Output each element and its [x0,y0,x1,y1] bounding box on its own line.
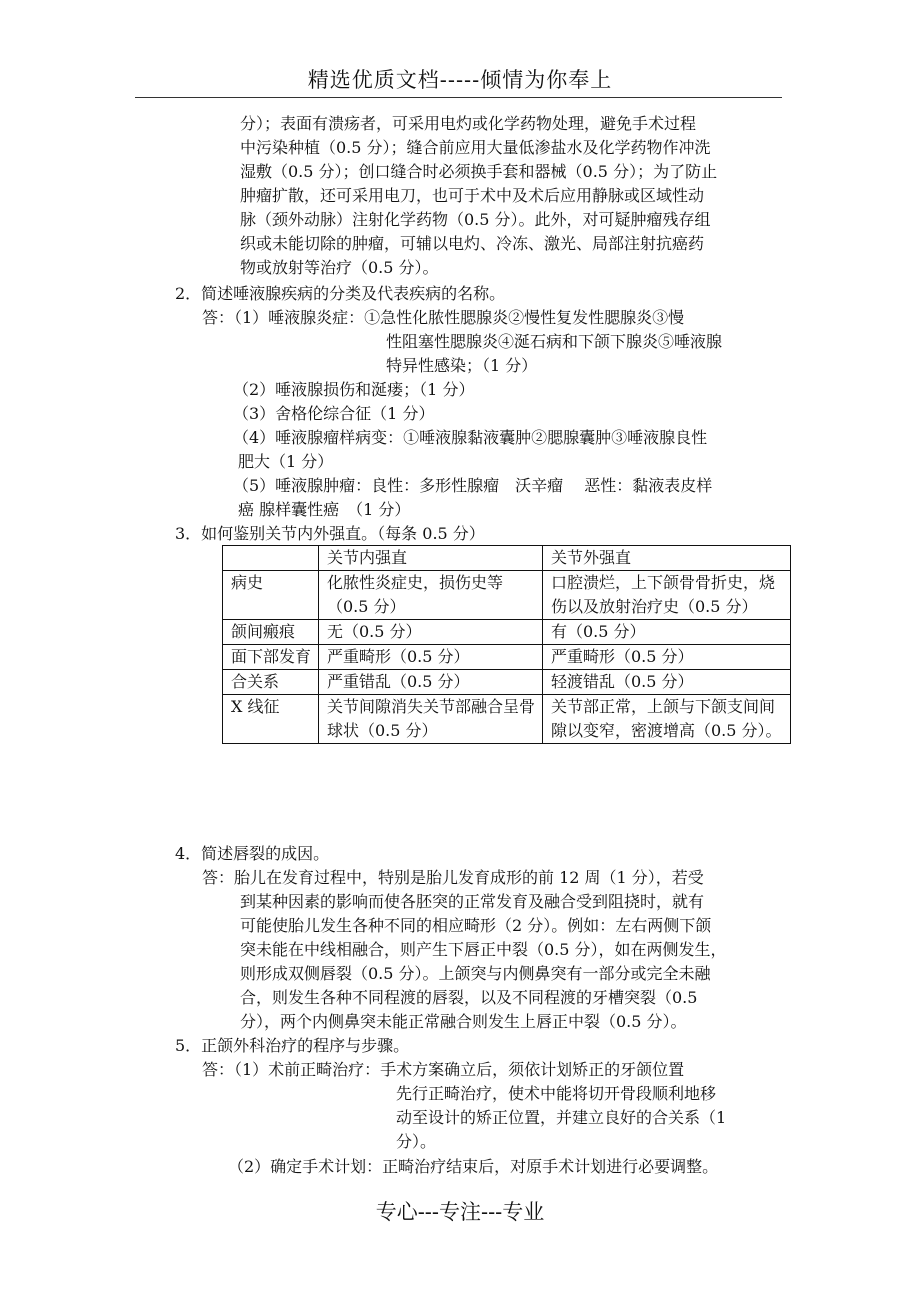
table-row [223,695,791,744]
q2-answer-item-5-cont: 癌 腺样囊性癌 （1 分） [238,500,411,519]
continued-answer-line: 湿敷（0.5 分）；创口缝合时必须换手套和器械（0.5 分）；为了防止 [240,162,718,181]
question-4: 4．简述唇裂的成因。 [175,844,330,863]
q5-answer-item-2: （2）确定手术计划：正畸治疗结束后，对原手术计划进行必要调整。 [228,1157,719,1176]
page-footer: 专心---专注---专业 [375,1200,545,1224]
table-cell: 无（0.5 分） [319,620,543,645]
table-cell: X 线征 [223,695,319,744]
comparison-table [222,545,791,744]
page-header: 精选优质文档-----倾情为你奉上 [307,68,613,92]
table-row [223,645,791,670]
continued-answer-line: 分）；表面有溃疡者，可采用电灼或化学药物处理，避免手术过程 [240,114,697,133]
q5-answer-item-1-cont: 动至设计的矫正位置，并建立良好的合关系（1 [396,1108,727,1127]
q4-answer-line: 则形成双侧唇裂（0.5 分）。上颌突与内侧鼻突有一部分或完全未融 [240,964,711,983]
continued-answer-line: 物或放射等治疗（0.5 分）。 [240,258,439,277]
table-cell: 关节部正常，上颌与下颌支间间隙以变窄，密渡增高（0.5 分）。 [543,695,791,744]
table-cell: 有（0.5 分） [543,620,791,645]
table-row [223,620,791,645]
continued-answer-line: 中污染种植（0.5 分）；缝合前应用大量低渗盐水及化学药物作冲洗 [240,138,711,157]
table-header-cell [223,546,319,571]
table-cell: 严重错乱（0.5 分） [319,670,543,695]
table-cell: 轻渡错乱（0.5 分） [543,670,791,695]
continued-answer-line: 肿瘤扩散，还可采用电刀，也可于术中及术后应用静脉或区域性动 [240,186,705,205]
table-cell: 严重畸形（0.5 分） [319,645,543,670]
table-row [223,670,791,695]
table-header-row [223,546,791,571]
table-cell: 化脓性炎症史，损伤史等（0.5 分） [319,571,543,620]
q2-answer-item-1-cont: 性阻塞性腮腺炎④涎石病和下颌下腺炎⑤唾液腺 [386,332,723,351]
continued-answer-line: 脉（颈外动脉）注射化学药物（0.5 分）。此外，对可疑肿瘤残存组 [240,210,711,229]
table-cell: 合关系 [223,670,319,695]
q4-answer-line: 合，则发生各种不同程渡的唇裂，以及不同程渡的牙槽突裂（0.5 [240,988,698,1007]
q2-answer-item-2: （2）唾液腺损伤和涎瘘；（1 分） [233,380,475,399]
q2-answer-item-1-cont: 特异性感染；（1 分） [386,356,538,375]
question-3: 3．如何鉴别关节内外强直。（每条 0.5 分） [175,524,485,543]
q4-answer-line: 到某种因素的影响而使各胚突的正常发育及融合受到阻挠时，就有 [240,892,705,911]
q4-answer-line: 突未能在中线相融合，则产生下唇正中裂（0.5 分），如在两侧发生， [240,940,727,959]
q4-answer-line: 可能使胎儿发生各种不同的相应畸形（2 分）。例如：左右两侧下颌 [240,916,712,935]
q2-answer-item-3: （3）舍格伦综合征（1 分） [233,404,435,423]
q2-answer-item-5: （5）唾液腺肿瘤：良性：多形性腺瘤 沃辛瘤 恶性：黏液表皮样 [233,476,713,495]
q4-answer-line: 答：胎儿在发育过程中，特别是胎儿发育成形的前 12 周（1 分），若受 [202,868,704,887]
q2-answer-item-1: 答：（1）唾液腺炎症：①急性化脓性腮腺炎②慢性复发性腮腺炎③慢 [202,308,685,327]
question-2: 2．简述唾液腺疾病的分类及代表疾病的名称。 [175,284,506,303]
q4-answer-line: 分），两个内侧鼻突未能正常融合则发生上唇正中裂（0.5 分）。 [240,1012,687,1031]
q2-answer-item-4-cont: 肥大（1 分） [238,452,334,471]
table-header-cell: 关节内强直 [319,546,543,571]
q2-answer-item-4: （4）唾液腺瘤样病变：①唾液腺黏液囊肿②腮腺囊肿③唾液腺良性 [233,428,708,447]
table-cell: 病史 [223,571,319,620]
q5-answer-item-1-cont: 先行正畸治疗，使术中能将切开骨段顺利地移 [396,1084,717,1103]
table-cell: 口腔溃烂，上下颌骨骨折史，烧伤以及放射治疗史（0.5 分） [543,571,791,620]
q5-answer-item-1-cont: 分）。 [396,1132,437,1151]
continued-answer-line: 织或未能切除的肿瘤，可辅以电灼、冷冻、激光、局部注射抗癌药 [240,234,705,253]
table-row [223,571,791,620]
table-header-cell: 关节外强直 [543,546,791,571]
table-cell: 面下部发育 [223,645,319,670]
table-cell: 关节间隙消失关节部融合呈骨球状（0.5 分） [319,695,543,744]
question-5: 5．正颌外科治疗的程序与步骤。 [175,1036,410,1055]
table-cell: 严重畸形（0.5 分） [543,645,791,670]
table-cell: 颌间瘢痕 [223,620,319,645]
q5-answer-item-1: 答：（1）术前正畸治疗：手术方案确立后，须依计划矫正的牙颌位置 [202,1060,685,1079]
header-divider [135,97,782,98]
